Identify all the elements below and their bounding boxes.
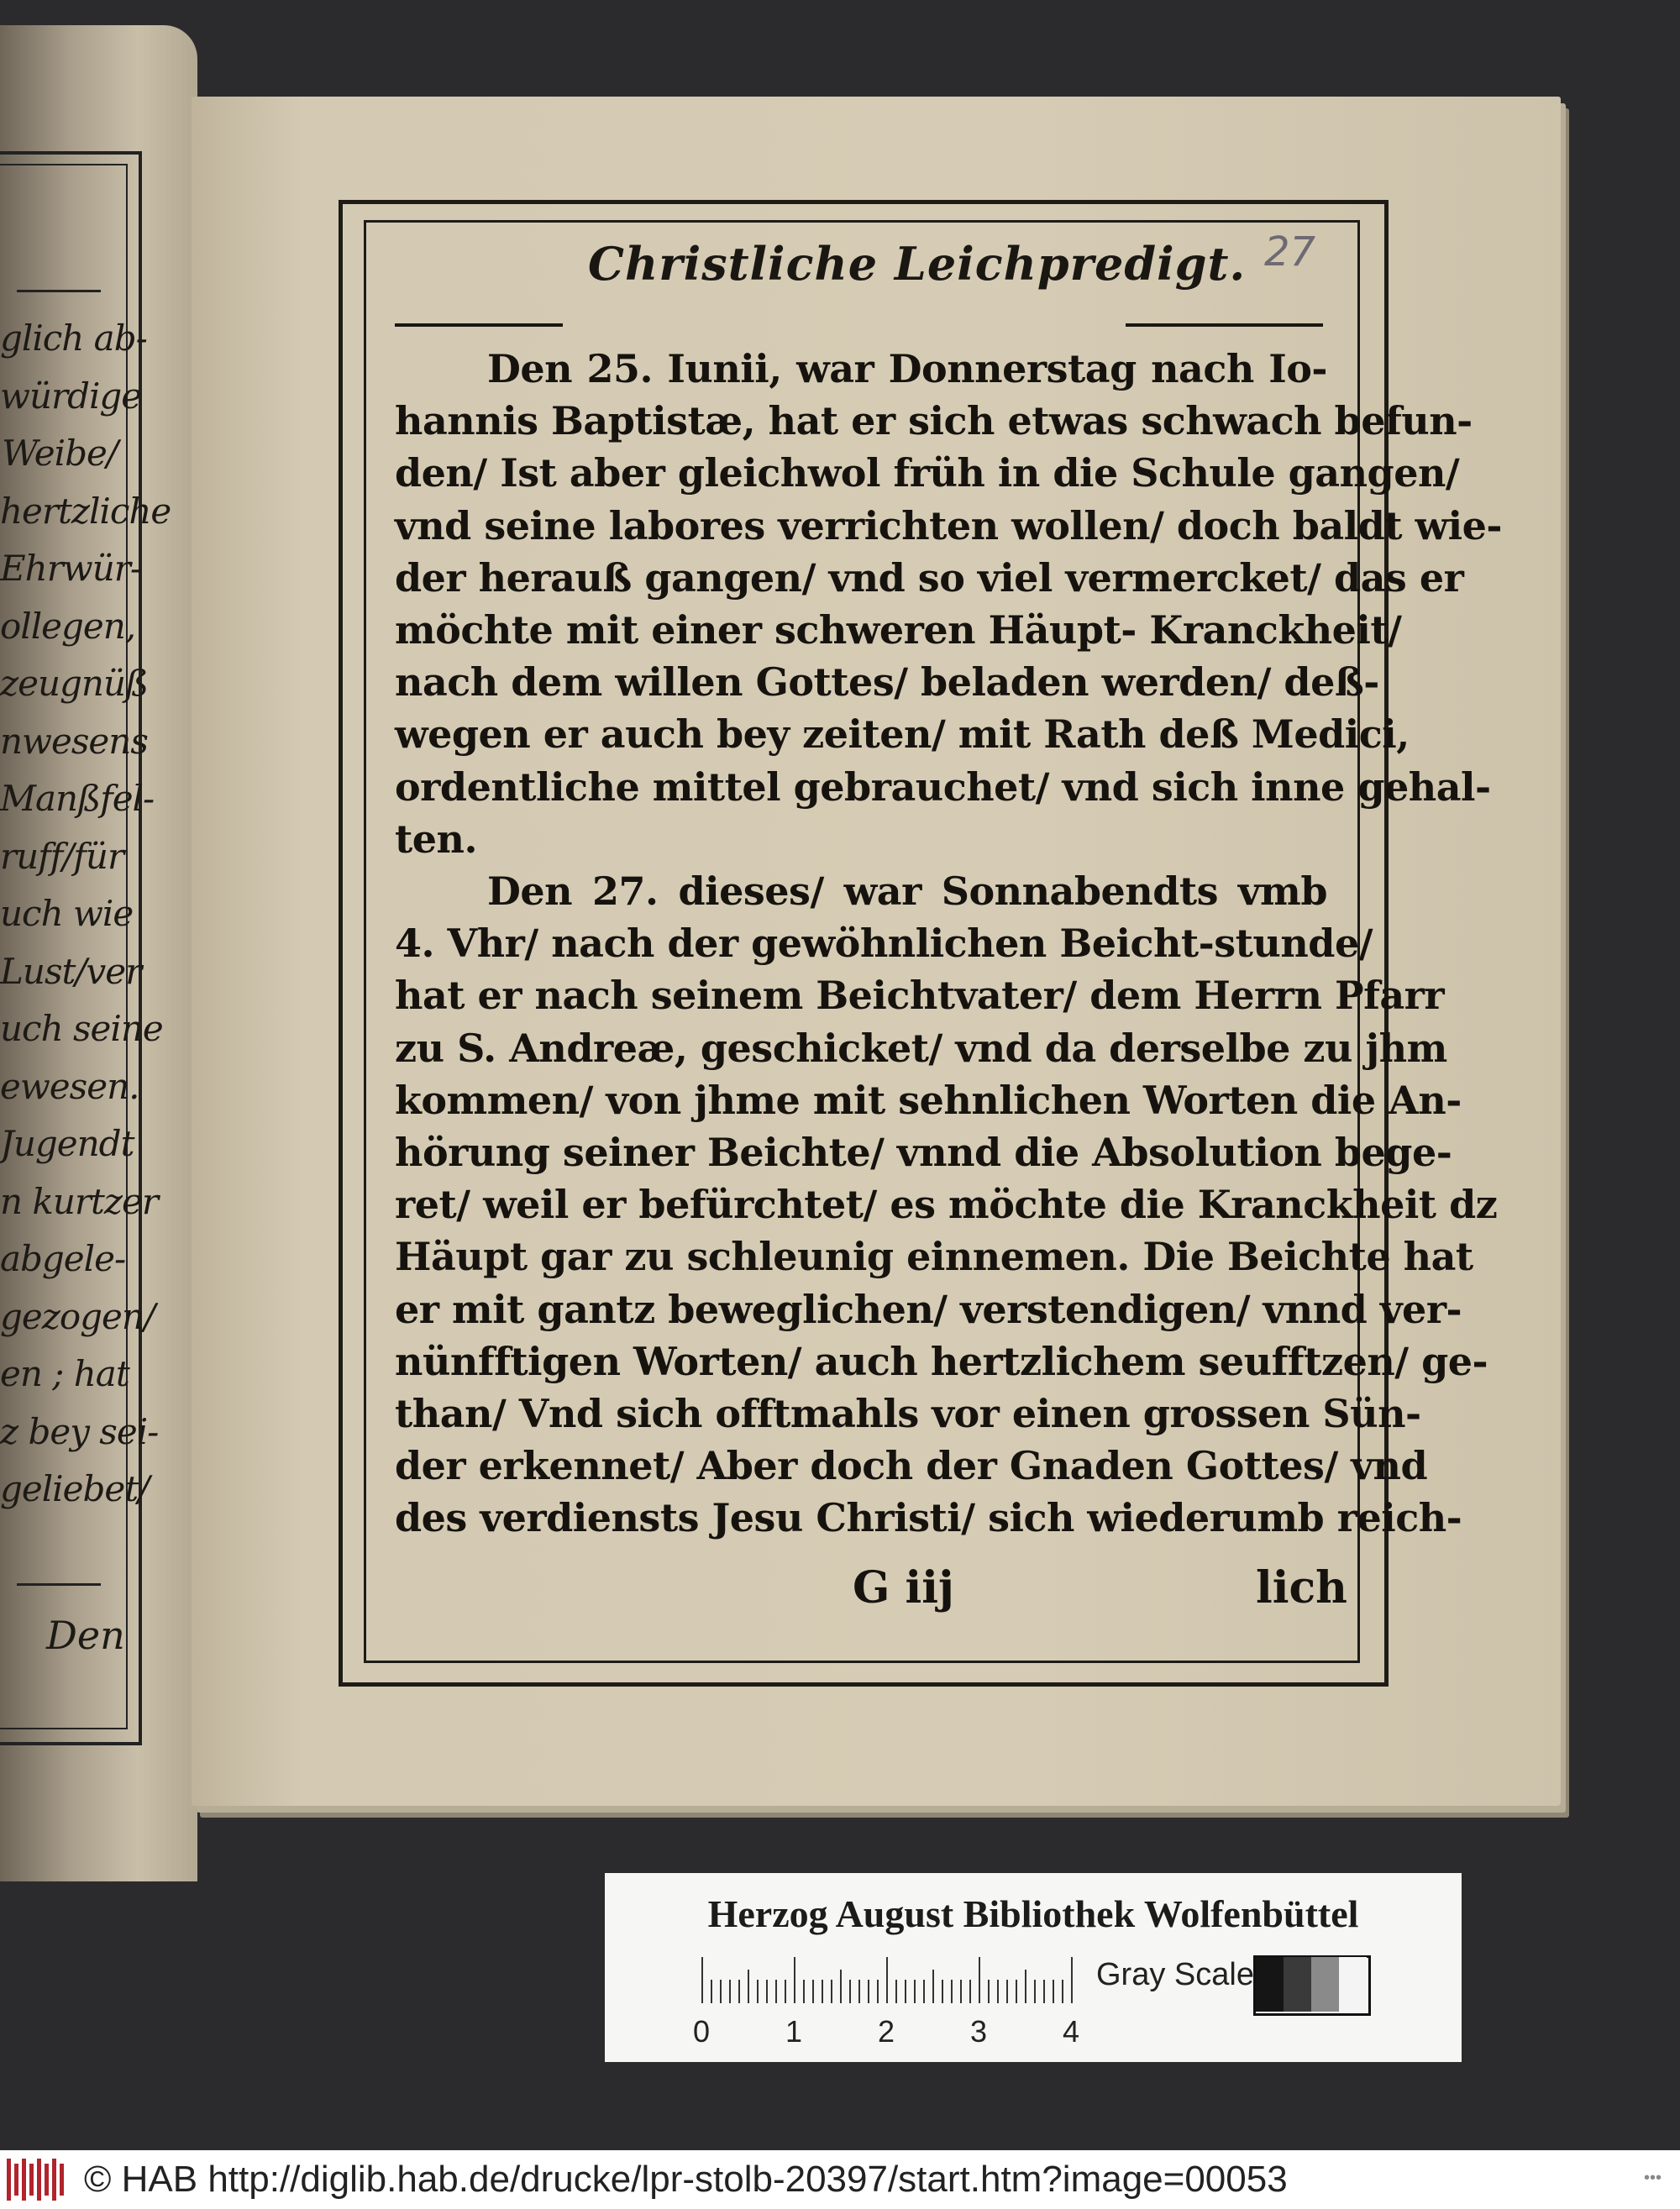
left-page-line: geliebet/ (0, 1468, 150, 1509)
ruler-tick (840, 1970, 842, 2003)
gray-swatch (1256, 1957, 1284, 2012)
text-line: nach dem willen Gottes/ beladen werden/ deß- (395, 659, 1379, 706)
text-line: 4. Vhr/ nach der gewöhnlichen Beicht-stunde/ (395, 921, 1373, 967)
ruler-tick (951, 1980, 953, 2003)
text-line: hannis Baptistæ, hat er sich etwas schwach befun- (395, 398, 1473, 444)
ruler-tick (858, 1980, 860, 2003)
left-page-line: n kurtzer (0, 1180, 158, 1222)
left-page-line: Manßfel- (0, 778, 155, 819)
left-page-line: abgele- (0, 1238, 126, 1279)
left-page-catchword: Den (46, 1613, 125, 1658)
text-line: der herauß gangen/ vnd so viel vermercket/ das er (395, 554, 1464, 601)
text-line: hat er nach seinem Beichtvater/ dem Herrn Pfarr (395, 973, 1445, 1019)
text-line: ret/ weil er befürchtet/ es möchte die Kranckheit dz (395, 1182, 1498, 1228)
text-line: der erkennet/ Aber doch der Gnaden Gottes/ vnd (395, 1443, 1428, 1489)
left-page-line: Weibe/ (2, 433, 118, 474)
ruler-tick (785, 1980, 786, 2003)
running-header: Christliche Leichpredigt. (588, 237, 1247, 291)
left-page-line: Lust/ver (0, 950, 142, 992)
ruler-tick (720, 1980, 722, 2003)
gray-swatch (1339, 1957, 1367, 2012)
ruler-tick (932, 1970, 934, 2003)
header-rule-left (395, 323, 563, 327)
ruler-label: 1 (785, 2014, 803, 2049)
text-line: des verdiensts Jesu Christi/ sich wiederumb reich- (395, 1495, 1462, 1541)
library-name: Herzog August Bibliothek Wolfenbüttel (707, 1892, 1359, 1935)
ruler-label: 2 (878, 2014, 895, 2049)
gray-swatch (1284, 1957, 1311, 2012)
ruler-tick (979, 1957, 980, 2003)
left-page-line: Ehrwür- (0, 548, 142, 589)
left-page-rule (17, 290, 101, 292)
left-page-line: z bey sei- (0, 1410, 159, 1452)
text-line: nünfftigen Worten/ auch hertzlichem seufftzen/ ge- (395, 1338, 1488, 1384)
left-page-line: Jugendt (0, 1123, 134, 1164)
ruler-tick (822, 1980, 823, 2003)
header-rule-right (1126, 323, 1323, 327)
ruler-tick (877, 1980, 879, 2003)
more-icon[interactable]: ••• (1643, 2169, 1662, 2187)
ruler-tick (1006, 1980, 1008, 2003)
logo-bar (14, 2164, 18, 2196)
logo-bar (45, 2164, 49, 2196)
text-line: vnd seine labores verrichten wollen/ doch baldt wie- (395, 502, 1502, 548)
ruler-tick (711, 1980, 712, 2003)
text-line: ordentliche mittel gebrauchet/ vnd sich inne gehal- (395, 763, 1491, 810)
signature-mark: G iij (853, 1562, 954, 1613)
left-page-line: hertzliche (0, 490, 171, 532)
ruler-tick (812, 1980, 814, 2003)
ruler-tick (969, 1980, 971, 2003)
gray-scale-label: Gray Scale (1096, 1957, 1254, 1992)
text-line: Den 27. dieses/ war Sonnabendts vmb (487, 868, 1327, 914)
ruler-tick (886, 1957, 888, 2003)
ruler-tick (748, 1970, 749, 2003)
ruler-tick (960, 1980, 962, 2003)
text-line: den/ Ist aber gleichwol früh in die Schule gangen/ (395, 450, 1460, 496)
ruler-tick (1034, 1980, 1036, 2003)
ruler-tick (1071, 1957, 1073, 2003)
ruler-tick (914, 1980, 916, 2003)
ruler-tick (757, 1980, 759, 2003)
ruler-tick (831, 1980, 832, 2003)
ruler-label: 0 (693, 2014, 711, 2049)
left-page-line: ollegen, (0, 605, 136, 647)
ruler-label: 3 (970, 2014, 988, 2049)
catchword: lich (1256, 1562, 1347, 1613)
folio-number: 27 (1264, 228, 1316, 275)
ruler-tick (1043, 1980, 1045, 2003)
hab-logo-icon (7, 2159, 67, 2201)
text-line: than/ Vnd sich offtmahls vor einen grossen Sün- (395, 1391, 1421, 1436)
ruler-tick (794, 1957, 795, 2003)
ruler-tick (1025, 1970, 1026, 2003)
footer-url[interactable]: © HAB http://diglib.hab.de/drucke/lpr-stolb-20397/start.htm?image=00053 (84, 2159, 1288, 2200)
ruler-tick (868, 1980, 869, 2003)
left-page-line: zeugnüß (0, 663, 149, 704)
text-line: Den 25. Iunii, war Donnerstag nach Io- (487, 346, 1327, 391)
logo-bar (60, 2164, 64, 2196)
left-page-line: en ; hat (0, 1353, 129, 1394)
left-page-line: uch wie (0, 893, 134, 934)
text-line: ten. (395, 816, 477, 862)
text-line: Häupt gar zu schleunig einnemen. Die Beichte hat (395, 1234, 1473, 1280)
left-page-line: gezogen/ (0, 1295, 155, 1337)
logo-bar (22, 2159, 26, 2201)
text-line: kommen/ von jhme mit sehnlichen Worten die An- (395, 1077, 1462, 1123)
logo-bar (37, 2159, 41, 2201)
ruler-scale (701, 1957, 1029, 2003)
ruler-tick (1053, 1980, 1054, 2003)
left-page-line: ruff/für (0, 835, 124, 877)
text-line: zu S. Andreæ, geschicket/ vnd da derselbe zu jhm (395, 1025, 1447, 1071)
ruler-tick (701, 1957, 703, 2003)
left-page-line: uch seine (0, 1008, 163, 1049)
ruler-tick (729, 1980, 731, 2003)
color-reference-bar (605, 1873, 1462, 2062)
ruler-tick (942, 1980, 943, 2003)
ruler-tick (988, 1980, 990, 2003)
logo-bar (7, 2159, 11, 2201)
text-line: wegen er auch bey zeiten/ mit Rath deß Medici, (395, 711, 1410, 758)
left-page-line: glich ab- (0, 317, 147, 359)
left-page-rule-bottom (17, 1583, 101, 1586)
ruler-tick (905, 1980, 906, 2003)
ruler-tick (775, 1980, 777, 2003)
ruler-tick (895, 1980, 897, 2003)
ruler-tick (766, 1980, 768, 2003)
ruler-label: 4 (1063, 2014, 1080, 2049)
left-page-line: ewesen. (0, 1065, 139, 1107)
ruler-tick (1062, 1980, 1063, 2003)
logo-bar (52, 2159, 56, 2201)
logo-bar (29, 2164, 34, 2196)
ruler-tick (849, 1980, 851, 2003)
ruler-tick (1016, 1980, 1017, 2003)
ruler-tick (997, 1980, 999, 2003)
left-page-line: nwesens (0, 720, 148, 762)
text-line: er mit gantz beweglichen/ verstendigen/ vnnd ver- (395, 1286, 1462, 1332)
text-line: möchte mit einer schweren Häupt- Kranckheit/ (395, 607, 1402, 653)
left-page-line: würdige (0, 375, 142, 417)
footer-bar (0, 2150, 1680, 2209)
ruler-tick (923, 1980, 925, 2003)
text-line: hörung seiner Beichte/ vnnd die Absolution bege- (395, 1130, 1452, 1175)
gray-swatch (1311, 1957, 1339, 2012)
ruler-tick (803, 1980, 805, 2003)
ruler-tick (738, 1980, 740, 2003)
